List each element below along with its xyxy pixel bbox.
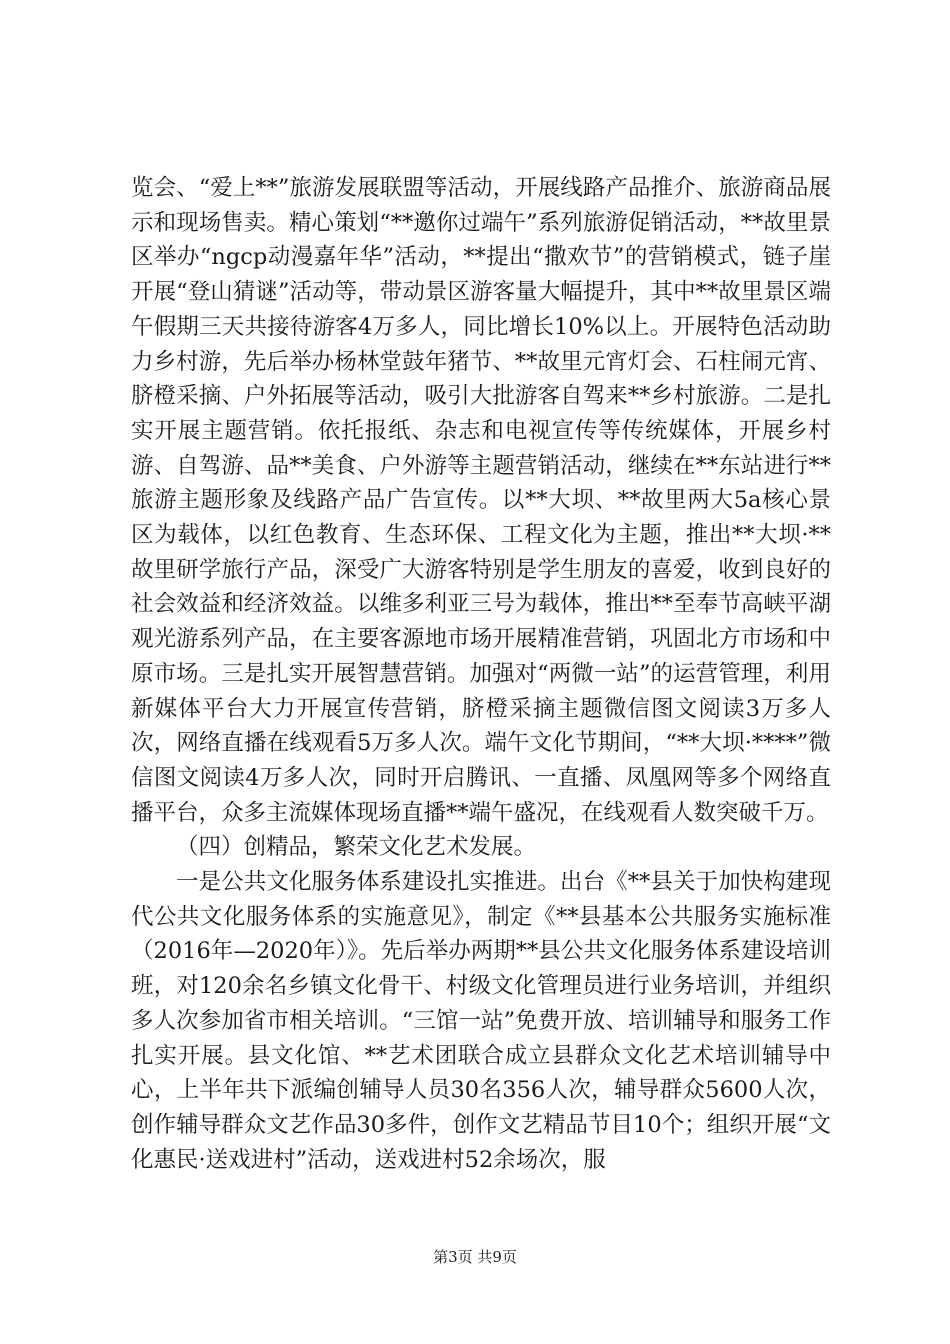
paragraph-tourism-marketing: 览会、“爱上**”旅游发展联盟等活动，开展线路产品推介、旅游商品展示和现场售卖。精心策划“**邀你过端午”系列旅游促销活动，**故里景区举办“ngcp动漫嘉年华”活动，**提出“撒欢节”的营销模式，链子崖开展“登山猜谜”活动等，带动景区游客量大幅提升，其中**故里景区端午假期三天共接待游客4万多人，同比增长10%以上。开展特色活动助力乡村游，先后举办杨林堂鼓年猪节、**故里元宵灯会、石柱闹元宵、脐橙采摘、户外拓展等活动，吸引大批游客自驾来**乡村旅游。二是扎实开展主题营销。依托报纸、杂志和电视宣传等传统媒体，开展乡村游、自驾游、品**美食、户外游等主题营销活动，继续在**东站进行**旅游主题形象及线路产品广告宣传。以**大坝、**故里两大5a核心景区为载体，以红色教育、生态环保、工程文化为主题，推出**大坝·**故里研学旅行产品，深受广大游客特别是学生朋友的喜爱，收到良好的社会效益和经济效益。以维多利亚三号为载体，推出**至奉节高峡平湖观光游系列产品，在主要客源地市场开展精准营销，巩固北方市场和中原市场。三是扎实开展智慧营销。加强对“两微一站”的运营管理，利用新媒体平台大力开展宣传营销，脐橙采摘主题微信图文阅读3万多人次，网络直播在线观看5万多人次。端午文化节期间，“**大坝·****”微信图文阅读4万多人次，同时开启腾讯、一直播、凤凰网等多个网络直播平台，众多主流媒体现场直播**端午盛况，在线观看人数突破千万。 bbox=[131, 175, 831, 826]
document-body bbox=[131, 171, 831, 1177]
section-heading-culture-arts: （四）创精品，繁荣文化艺术发展。 bbox=[176, 834, 537, 861]
paragraph-public-culture-service: 一是公共文化服务体系建设扎实推进。出台《**县关于加快构建现代公共文化服务体系的实施意见》，制定《**县基本公共服务实施标准（2016年—2020年）》。先后举办两期**县公共文化服务体系建设培训班，对120余名乡镇文化骨干、村级文化管理员进行业务培训，并组织多人次参加省市相关培训。“三馆一站”免费开放、培训辅导和服务工作扎实开展。县文化馆、**艺术团联合成立县群众文化艺术培训辅导中心，上半年共下派编创辅导人员30名356人次，辅导群众5600人次，创作辅导群众文艺作品30多件，创作文艺精品节目10个；组织开展“文化惠民·送戏进村”活动，送戏进村52余场次，服 bbox=[131, 869, 831, 1173]
page-footer: 第3页 共9页 bbox=[433, 1248, 517, 1266]
